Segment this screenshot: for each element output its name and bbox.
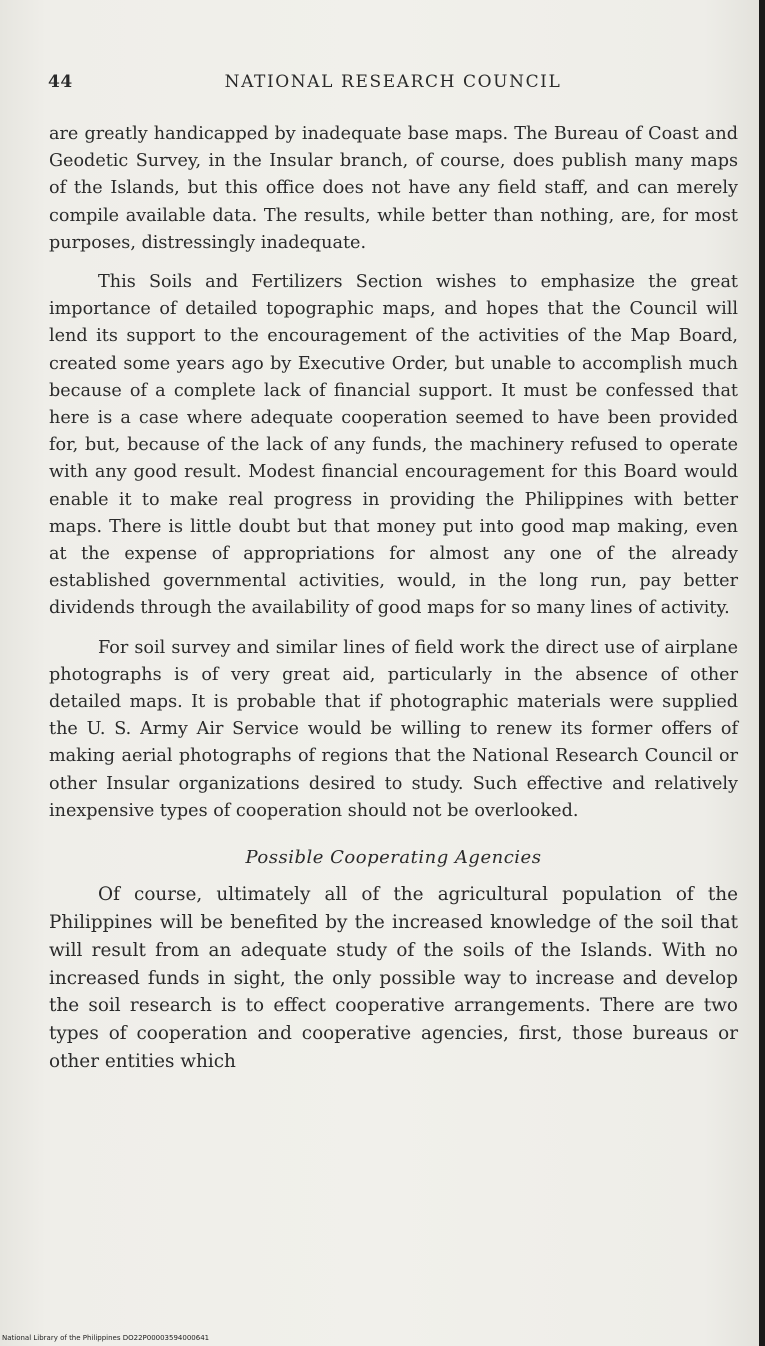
section-heading: Possible Cooperating Agencies bbox=[245, 847, 542, 869]
running-head: NATIONAL RESEARCH COUNCIL bbox=[224, 72, 562, 92]
body-text bbox=[49, 121, 738, 1076]
paragraph-map-board: This Soils and Fertilizers Section wishes to emphasize the great importance of detailed topographic maps, and hopes that the Council will lend its support to the encouragement of the activities of the Map Board, created some years ago by Executive Order, but unable to accomplish much because of a complete lack of financial support. It must be confessed that here is a case where adequate cooperation seemed to have been provided for, but, because of the lack of any funds, the machinery refused to operate with any good result. Modest financial encouragement for this Board would enable it to make real progress in providing the Philippines with better maps. There is little doubt but that money put into good map making, even at the expense of appropriations for almost any one of the already established governmental activities, would, in the long run, pay better dividends through the availability of good maps for so many lines of activity. bbox=[49, 272, 738, 619]
page-header bbox=[48, 72, 738, 98]
paragraph-continued: are greatly handicapped by inadequate base maps. The Bureau of Coast and Geodetic Survey, in the Insular branch, of course, does publish many maps of the Islands, but this office does not have any field staff, and can merely compile available data. The results, while better than nothing, are, for most purposes, distressingly inadequate. bbox=[49, 124, 738, 253]
scan-credit: National Library of the Philippines DO22P00003594000641 bbox=[2, 1334, 210, 1342]
scan-edge bbox=[759, 0, 765, 1346]
page-number: 44 bbox=[48, 72, 73, 92]
paragraph-airplane-photographs: For soil survey and similar lines of field work the direct use of airplane photographs is of very great aid, particularly in the absence of other detailed maps. It is probable that if photographic materials were supplied the U. S. Army Air Service would be willing to renew its former offers of making aerial photographs of regions that the National Research Council or other Insular organizations desired to study. Such effective and relatively inexpensive types of cooperation should not be overlooked. bbox=[49, 637, 738, 821]
paragraph-cooperating-agencies: Of course, ultimately all of the agricultural population of the Philippines will be benefited by the increased knowledge of the soil that will result from an adequate study of the soils of the Islands. With no increased funds in sight, the only possible way to increase and develop the soil research is to effect cooperative arrangements. There are two types of cooperation and cooperative agencies, first, those bureaus or other entities which bbox=[49, 884, 738, 1073]
